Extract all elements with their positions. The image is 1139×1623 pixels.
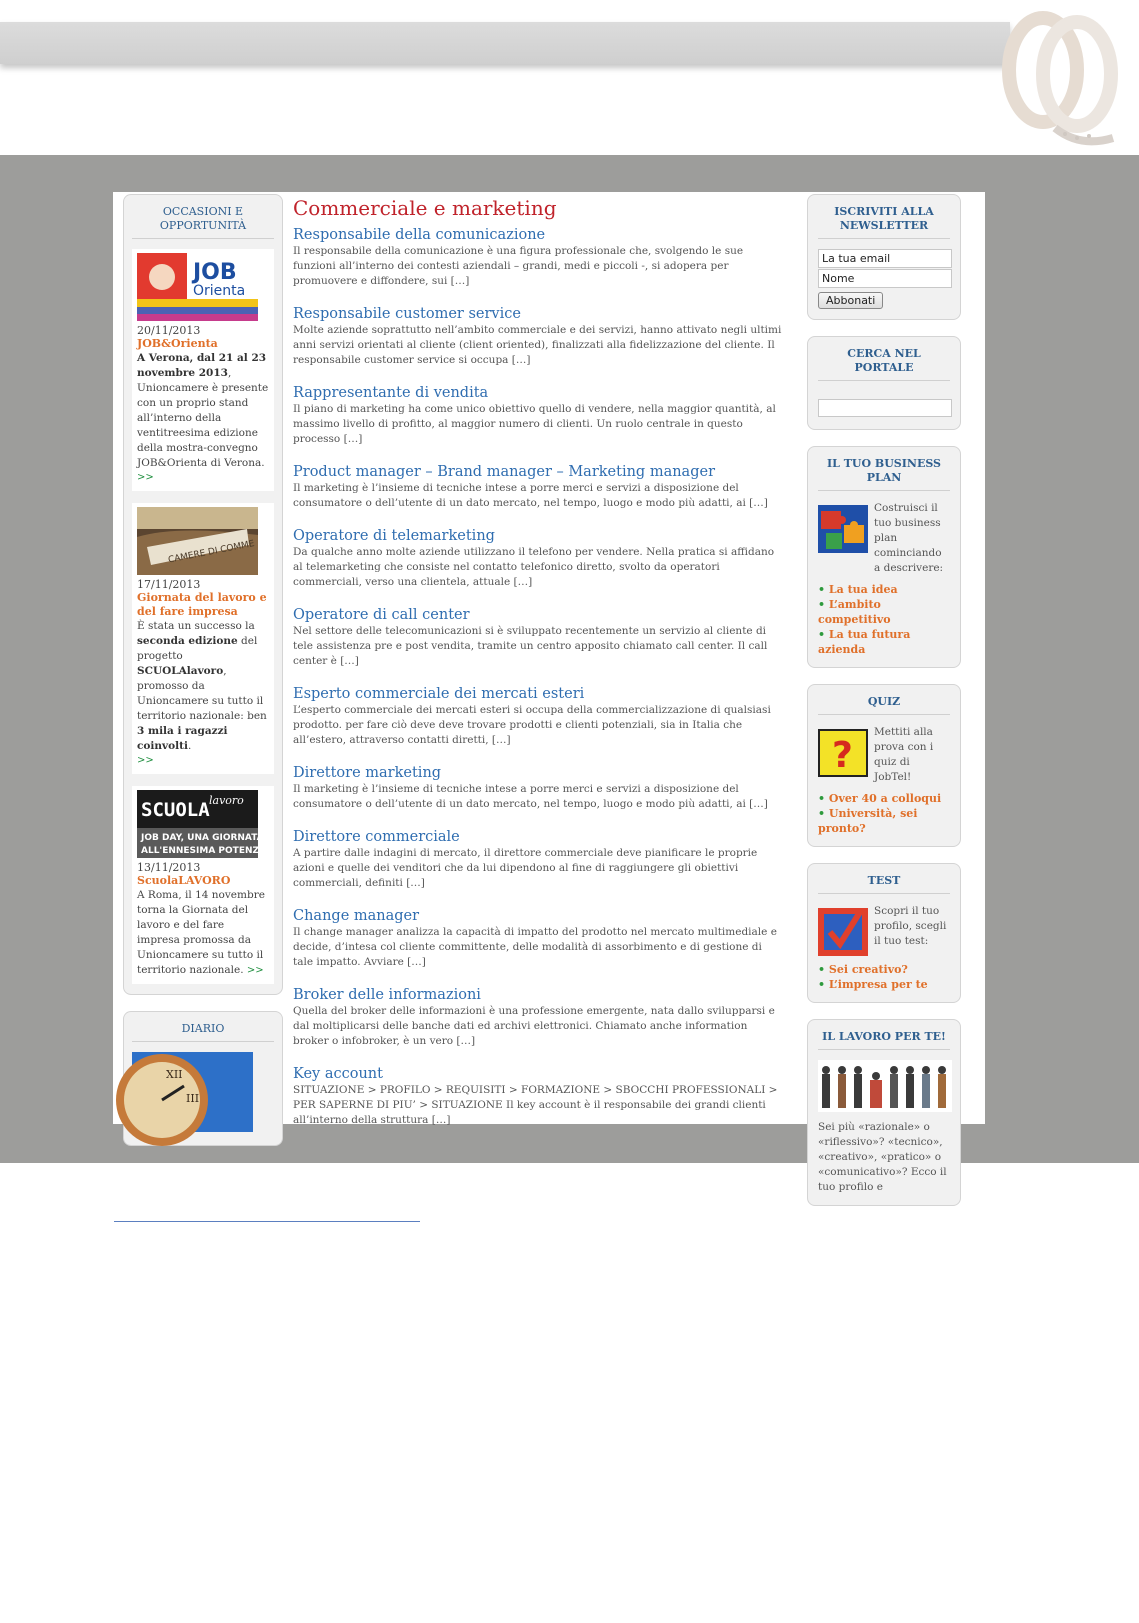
email-field[interactable]: La tua email: [818, 249, 952, 268]
article-title-link[interactable]: Product manager – Brand manager – Marketing manager: [293, 464, 715, 480]
puzzle-icon: [818, 505, 868, 553]
people-group-image: [818, 1060, 952, 1112]
article-excerpt: A partire dalle indagini di mercato, il direttore commerciale deve pianificare le proprie azioni e quelle dei venditori che da lui dipendono al fine di raggiungere gli obiettivi commerciali, definiti […]: [293, 847, 758, 889]
thumb-title: SCUOLA: [141, 799, 210, 821]
opportunities-title: OCCASIONI E OPPORTUNITÀ: [132, 205, 274, 239]
article-title-link[interactable]: Operatore di call center: [293, 607, 470, 623]
article-item: [293, 227, 783, 289]
test-title: TEST: [818, 874, 950, 894]
article-item: [293, 987, 783, 1049]
article-excerpt: Il piano di marketing ha come unico obiettivo quello di vendere, nella maggior quantità, al massimo livello di profitto, al maggior numero di clienti. Un ruolo centrale in questo processo […]: [293, 403, 776, 445]
article-title-link[interactable]: Responsabile customer service: [293, 306, 521, 322]
lavoro-box: [807, 1019, 961, 1206]
news-source-link[interactable]: JOB&Orienta: [137, 337, 218, 350]
link-over-40[interactable]: • Over 40 a colloqui: [818, 792, 942, 805]
news-more-link[interactable]: >>: [246, 965, 264, 976]
link-tua-idea[interactable]: • La tua idea: [818, 583, 898, 596]
link-impresa-per-te[interactable]: • L’impresa per te: [818, 978, 928, 991]
subscribe-button[interactable]: Abbonati: [818, 292, 883, 309]
article-title-link[interactable]: Esperto commerciale dei mercati esteri: [293, 686, 585, 702]
search-title: CERCA NEL PORTALE: [818, 347, 950, 381]
q-logo-icon: [985, 8, 1135, 158]
footer-rule: [114, 1221, 420, 1222]
article-title-link[interactable]: Key account: [293, 1066, 383, 1082]
article-item: [293, 385, 783, 447]
article-item: [293, 829, 783, 891]
svg-text:CAMERE DI COMME: CAMERE DI COMME: [167, 539, 256, 566]
business-plan-text: Costruisci il tuo business plan cominciando a descrivere:: [874, 502, 944, 574]
svg-text:Orienta: Orienta: [193, 283, 246, 299]
diario-title: DIARIO: [132, 1022, 274, 1042]
article-title-link[interactable]: Direttore commerciale: [293, 829, 460, 845]
quiz-title: QUIZ: [818, 695, 950, 715]
news-more-link[interactable]: >>: [137, 472, 154, 483]
article-item: [293, 528, 783, 590]
article-excerpt: Il responsabile della comunicazione è una figura professionale che, svolgendo le sue funzioni all’interno dei contesti aziendali – grandi, medi e piccoli -, si adopera per promuovere e diffondere, sui […]: [293, 245, 744, 287]
business-plan-box: [807, 446, 961, 668]
business-plan-title: IL TUO BUSINESS PLAN: [818, 457, 950, 491]
article-excerpt: Nel settore delle telecomunicazioni si è sviluppato recentemente un servizio al cliente di tele assistenza pre e post vendita, tramite un centro apposito chiamato call center. Il call center è […]: [293, 625, 768, 667]
article-item: [293, 908, 783, 970]
article-excerpt: Il change manager analizza la capacità di impatto del prodotto nel mercato multimediale e decide, d’intesa col cliente committente, delle modalità di assorbimento e di gestione di tale impatto. Avviare […]: [293, 926, 777, 968]
svg-text:JOB: JOB: [193, 260, 237, 285]
header-band: [0, 22, 1010, 64]
newsletter-box: [807, 194, 961, 320]
article-title-link[interactable]: Direttore marketing: [293, 765, 442, 781]
question-mark-icon: [818, 729, 868, 777]
article-title-link[interactable]: Responsabile della comunicazione: [293, 227, 546, 243]
diario-box: [123, 1011, 283, 1146]
search-box: [807, 336, 961, 430]
news-text: È stata un successo la seconda edizione del progetto SCUOLAlavoro, promosso da Unioncamere su tutto il territorio nazionale: ben 3 mila i ragazzi coinvolti.: [137, 620, 267, 752]
article-title-link[interactable]: Rappresentante di vendita: [293, 385, 489, 401]
test-box: [807, 863, 961, 1003]
news-text: A Verona, dal 21 al 23 novembre 2013, Unioncamere è presente con un proprio stand all’interno della ventitreesima edizione della mostra-convegno JOB&Orienta di Verona.: [137, 352, 269, 469]
article-excerpt: SITUAZIONE > PROFILO > REQUISITI > FORMAZIONE > SBOCCHI PROFESSIONALI > PER SAPERNE DI PIU’ > SITUAZIONE Il key account è il responsabile dei grandi clienti all’interno della struttura […]: [293, 1084, 778, 1126]
article-excerpt: Il marketing è l’insieme di tecniche intese a porre merci e servizi a disposizione del consumatore o dell’utente di un dato mercato, nel tempo, luogo e modo più adatti, ai […]: [293, 482, 768, 509]
link-ambito-competitivo[interactable]: • L’ambito competitivo: [818, 598, 891, 626]
lavoro-text: Sei più «razionale» o «riflessivo»? «tecnico», «creativo», «pratico» o «comunicativo»? Ecco il tuo profilo e: [818, 1121, 947, 1193]
test-text: Scopri il tuo profilo, scegli il tuo test:: [874, 905, 947, 947]
web-page: [113, 192, 985, 1193]
job-orienta-image[interactable]: [137, 253, 258, 321]
news-date: 13/11/2013: [137, 861, 201, 874]
news-item: [132, 249, 274, 491]
article-excerpt: Molte aziende soprattutto nell’ambito commerciale e dei servizi, hanno attivato negli ultimi anni servizi orientati al cliente (client oriented), finalizzati alla fidelizzazione del cliente. Il responsabile customer service si occupa […]: [293, 324, 782, 366]
article-item: [293, 1066, 783, 1128]
article-item: [293, 306, 783, 368]
news-date: 17/11/2013: [137, 578, 201, 591]
link-futura-azienda[interactable]: • La tua futura azienda: [818, 628, 911, 656]
thumb-line2: JOB DAY, UNA GIORNATA: [141, 833, 264, 843]
article-item: [293, 464, 783, 511]
quiz-box: [807, 684, 961, 847]
news-item: [132, 786, 274, 984]
news-more-link[interactable]: >>: [137, 755, 154, 766]
news-source-link[interactable]: ScuolaLAVORO: [137, 874, 231, 887]
main-content: [293, 195, 783, 1145]
name-field[interactable]: Nome: [818, 269, 952, 288]
svg-text:?: ?: [832, 735, 853, 776]
article-item: [293, 607, 783, 669]
news-text: A Roma, il 14 novembre torna la Giornata del lavoro e del fare impresa promossa da Unioncamere su tutto il territorio nazionale. >>: [137, 889, 265, 976]
article-list: [293, 227, 783, 1128]
article-item: [293, 686, 783, 748]
thumb-sup: lavoro: [209, 794, 244, 807]
search-input[interactable]: [818, 399, 952, 417]
lavoro-title: IL LAVORO PER TE!: [818, 1030, 950, 1050]
checkmark-icon: [818, 908, 868, 956]
scuola-lavoro-image[interactable]: [137, 790, 266, 858]
article-excerpt: Il marketing è l’insieme di tecniche intese a porre merci e servizi a disposizione del consumatore o dell’utente di un dato mercato, nel tempo, luogo e modo più adatti, ai […]: [293, 783, 768, 810]
article-excerpt: Quella del broker delle informazioni è una professione emergente, nata dallo svilupparsi e dal moltiplicarsi delle banche dati ed archivi elettronici. Chiamato anche information broker o infobroker, è un vero […]: [293, 1005, 775, 1047]
page-title: Commerciale e marketing: [293, 196, 557, 220]
svg-text:III: III: [186, 1092, 200, 1105]
link-universita[interactable]: • Università, sei pronto?: [818, 807, 918, 835]
opportunities-box: [123, 194, 283, 995]
article-item: [293, 765, 783, 812]
svg-text:XII: XII: [166, 1068, 183, 1081]
article-title-link[interactable]: Change manager: [293, 908, 420, 924]
news-date: 20/11/2013: [137, 324, 201, 337]
article-title-link[interactable]: Operatore di telemarketing: [293, 528, 495, 544]
newsletter-title: ISCRIVITI ALLA NEWSLETTER: [818, 205, 950, 239]
article-excerpt: L’esperto commerciale dei mercati esteri si occupa della commercializzazione di qualsiasi prodotto. per fare ciò deve deve trovare prodotti e clienti potenziali, sia in Italia che all’estero, attraverso contatti diretti, […]: [293, 704, 771, 746]
quiz-text: Mettiti alla prova con i quiz di JobTel!: [874, 726, 934, 783]
camere-di-commercio-image[interactable]: [137, 507, 258, 575]
clock-image[interactable]: [132, 1052, 253, 1132]
link-sei-creativo[interactable]: • Sei creativo?: [818, 963, 908, 976]
article-title-link[interactable]: Broker delle informazioni: [293, 987, 481, 1003]
news-item: [132, 503, 274, 774]
left-column: [123, 194, 283, 1162]
news-source-link[interactable]: Giornata del lavoro e del fare impresa: [137, 591, 267, 618]
thumb-line3: ALL'ENNESIMA POTENZA: [141, 846, 266, 856]
article-excerpt: Da qualche anno molte aziende utilizzano il telefono per vendere. Nella pratica si affidano al telemarketing che consiste nel contatto telefonico diretto, svolto da operatori commerciali, verso una clientela, attuale […]: [293, 546, 775, 588]
right-column: [807, 194, 961, 1222]
